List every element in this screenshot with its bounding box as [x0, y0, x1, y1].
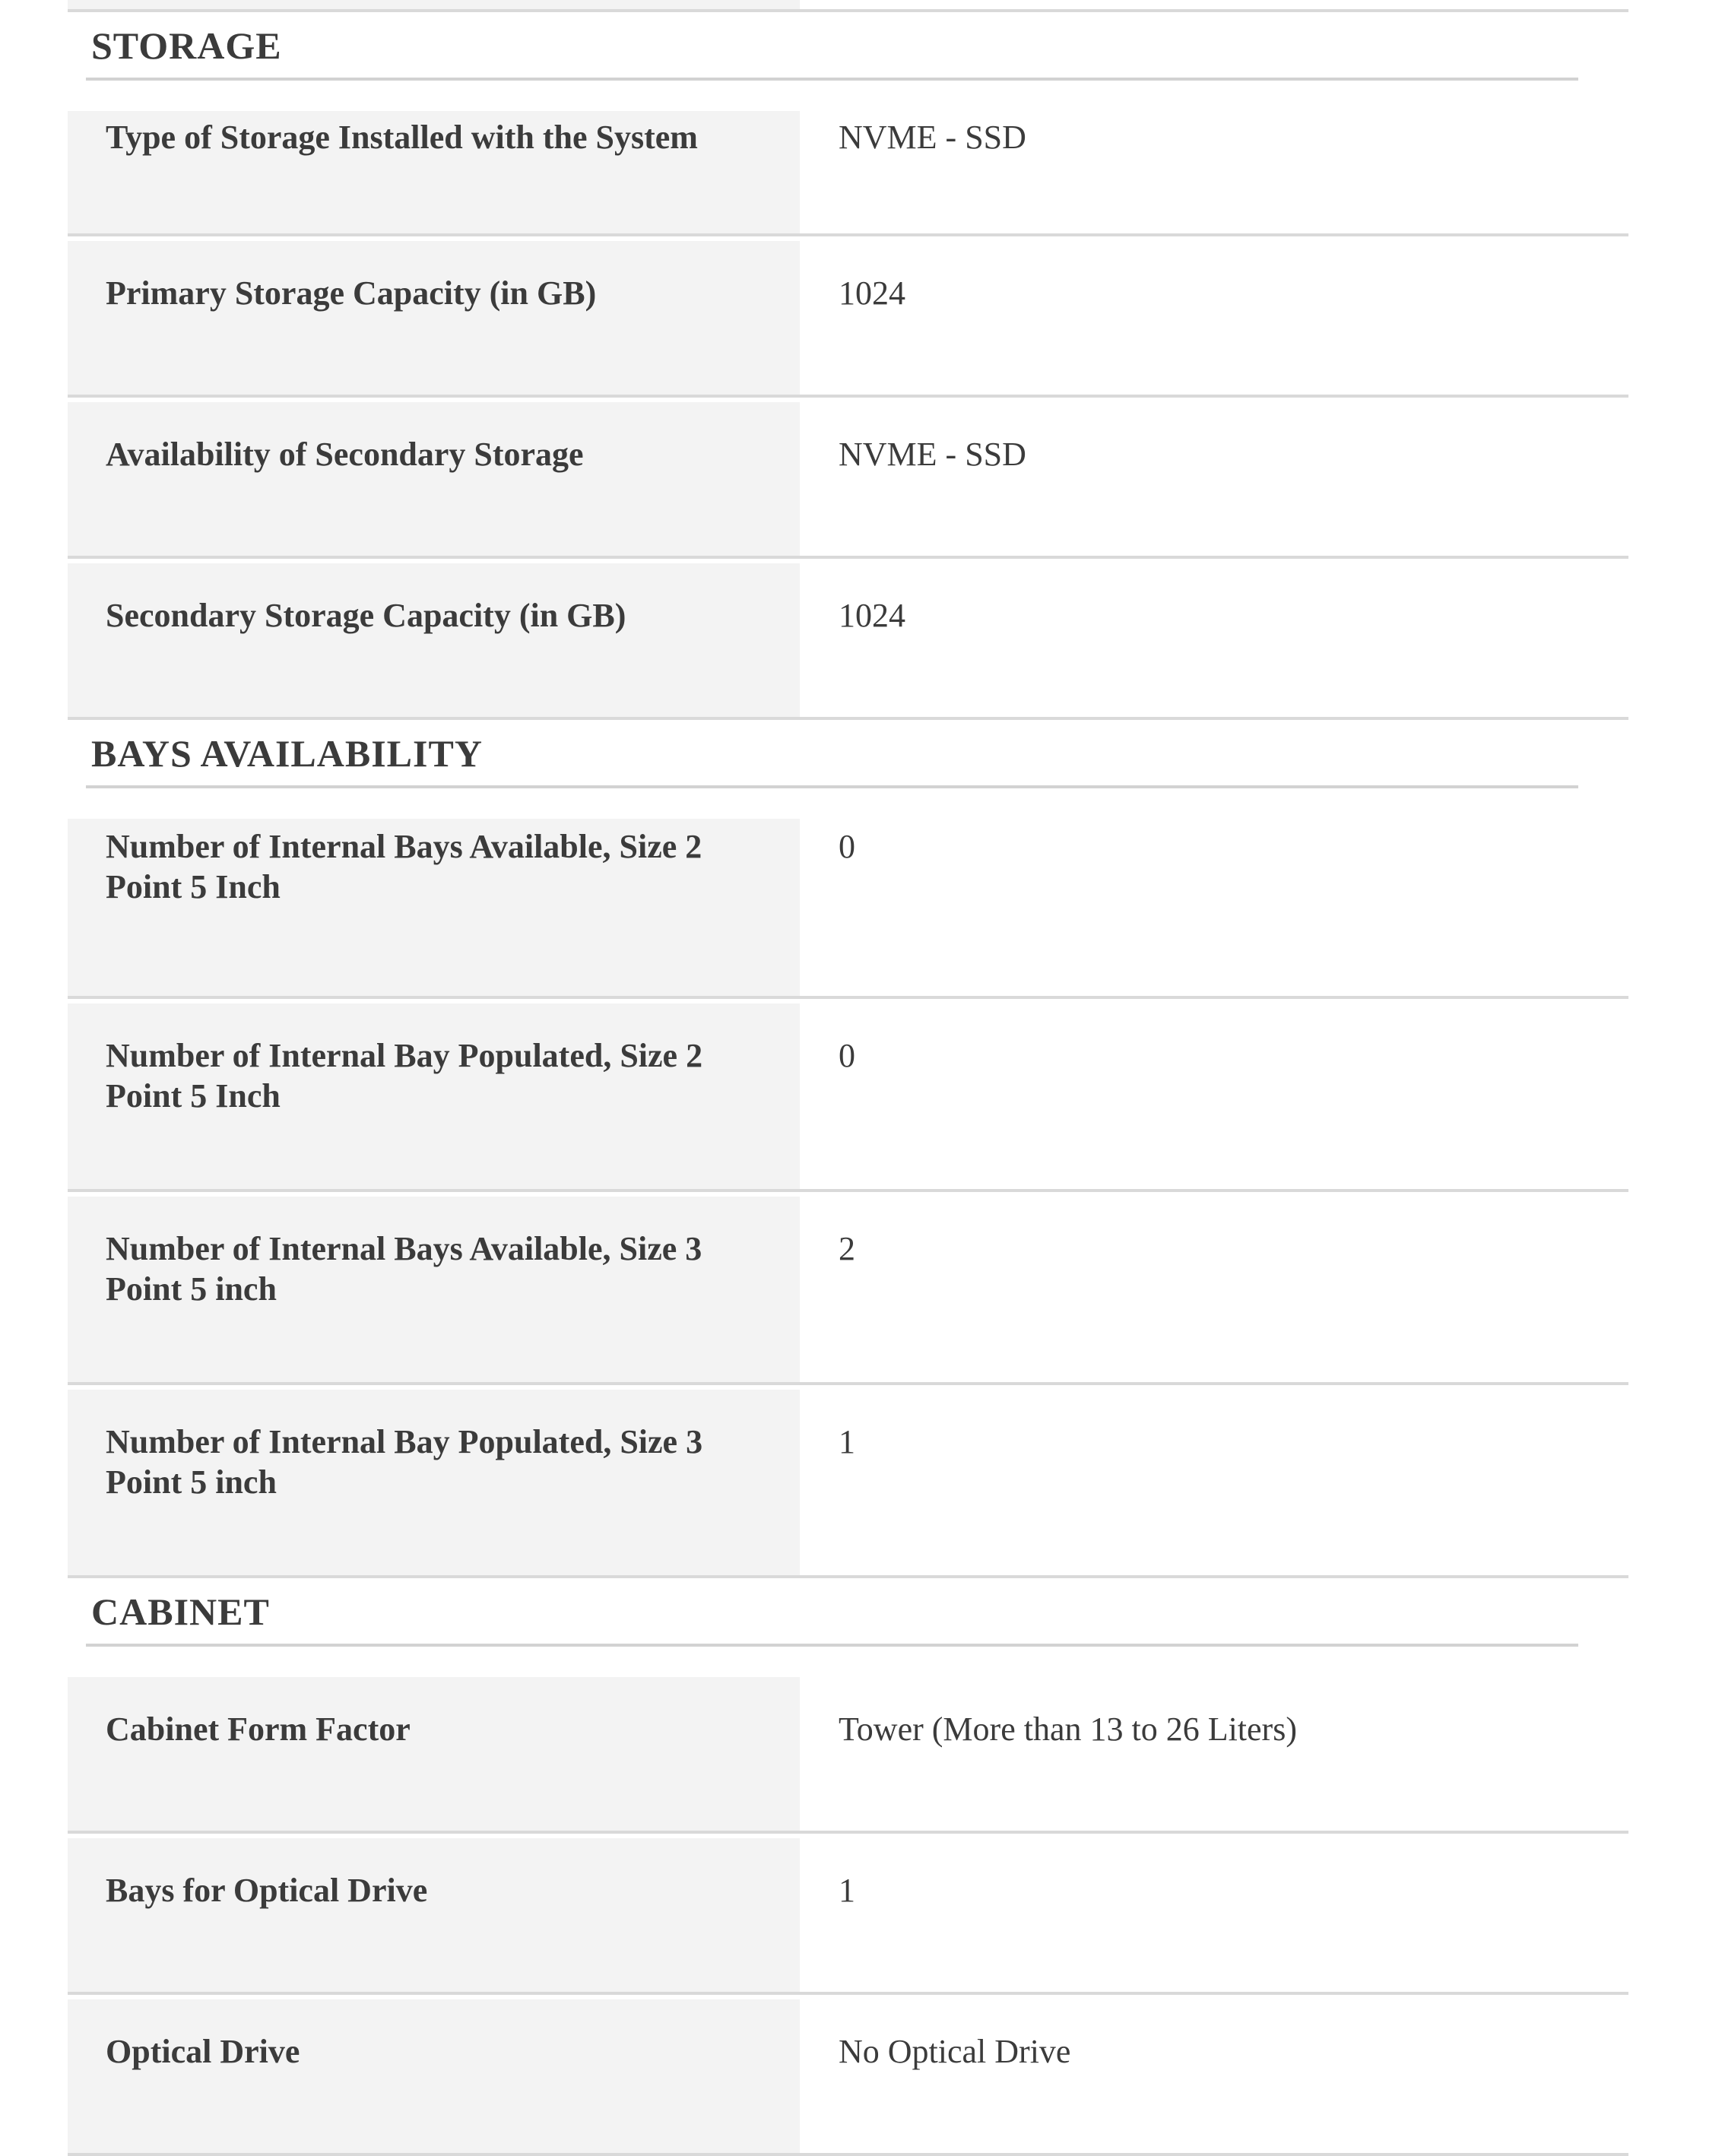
table-row — [68, 563, 1628, 720]
remnant-label-cell — [68, 0, 800, 9]
spec-value: Tower (More than 13 to 26 Liters) — [839, 1711, 1297, 1748]
spec-section-storage — [68, 21, 1628, 720]
section-title: CABINET — [91, 1590, 270, 1633]
section-rows — [68, 1677, 1628, 2156]
table-row — [68, 111, 1628, 236]
spec-section-cabinet — [68, 1587, 1628, 2156]
table-row — [68, 1677, 1628, 1834]
section-rows — [68, 819, 1628, 1578]
spec-label: Number of Internal Bays Available, Size 2 Point 5 Inch — [68, 819, 800, 996]
spec-page — [68, 0, 1628, 2156]
spec-label: Cabinet Form Factor — [68, 1677, 800, 1831]
spec-value: 1024 — [839, 597, 905, 634]
table-row — [68, 402, 1628, 559]
table-row — [68, 1390, 1628, 1578]
spec-label: Secondary Storage Capacity (in GB) — [68, 563, 800, 717]
section-title: BAYS AVAILABILITY — [91, 732, 483, 775]
spec-value: No Optical Drive — [839, 2033, 1071, 2070]
spec-label: Number of Internal Bay Populated, Size 3 Point 5 inch — [68, 1390, 800, 1575]
spec-value: NVME - SSD — [839, 436, 1026, 473]
spec-value: 1 — [839, 1872, 855, 1909]
table-row — [68, 1999, 1628, 2156]
spec-value: 1 — [839, 1423, 855, 1460]
table-row — [68, 1838, 1628, 1995]
section-rule — [86, 78, 1578, 81]
spec-label: Optical Drive — [68, 1999, 800, 2153]
spec-label: Number of Internal Bay Populated, Size 2 Point 5 Inch — [68, 1003, 800, 1189]
spec-label: Availability of Secondary Storage — [68, 402, 800, 556]
spec-value: 0 — [839, 828, 855, 865]
section-rule — [86, 1644, 1578, 1647]
spec-section-bays — [68, 729, 1628, 1578]
table-row — [68, 1003, 1628, 1192]
spec-label: Number of Internal Bays Available, Size 3 Point 5 inch — [68, 1197, 800, 1382]
table-row — [68, 819, 1628, 999]
table-row — [68, 241, 1628, 398]
spec-label: Bays for Optical Drive — [68, 1838, 800, 1992]
table-row — [68, 1197, 1628, 1385]
section-title: STORAGE — [91, 24, 282, 67]
section-rule — [86, 785, 1578, 788]
spec-value: 0 — [839, 1037, 855, 1074]
spec-value: 2 — [839, 1230, 855, 1267]
spec-sections — [68, 21, 1628, 2156]
spec-label: Type of Storage Installed with the System — [68, 111, 800, 233]
section-rows — [68, 111, 1628, 720]
table-row-remnant — [68, 0, 1628, 12]
spec-value: NVME - SSD — [839, 119, 1026, 156]
spec-label: Primary Storage Capacity (in GB) — [68, 241, 800, 395]
spec-value: 1024 — [839, 274, 905, 312]
